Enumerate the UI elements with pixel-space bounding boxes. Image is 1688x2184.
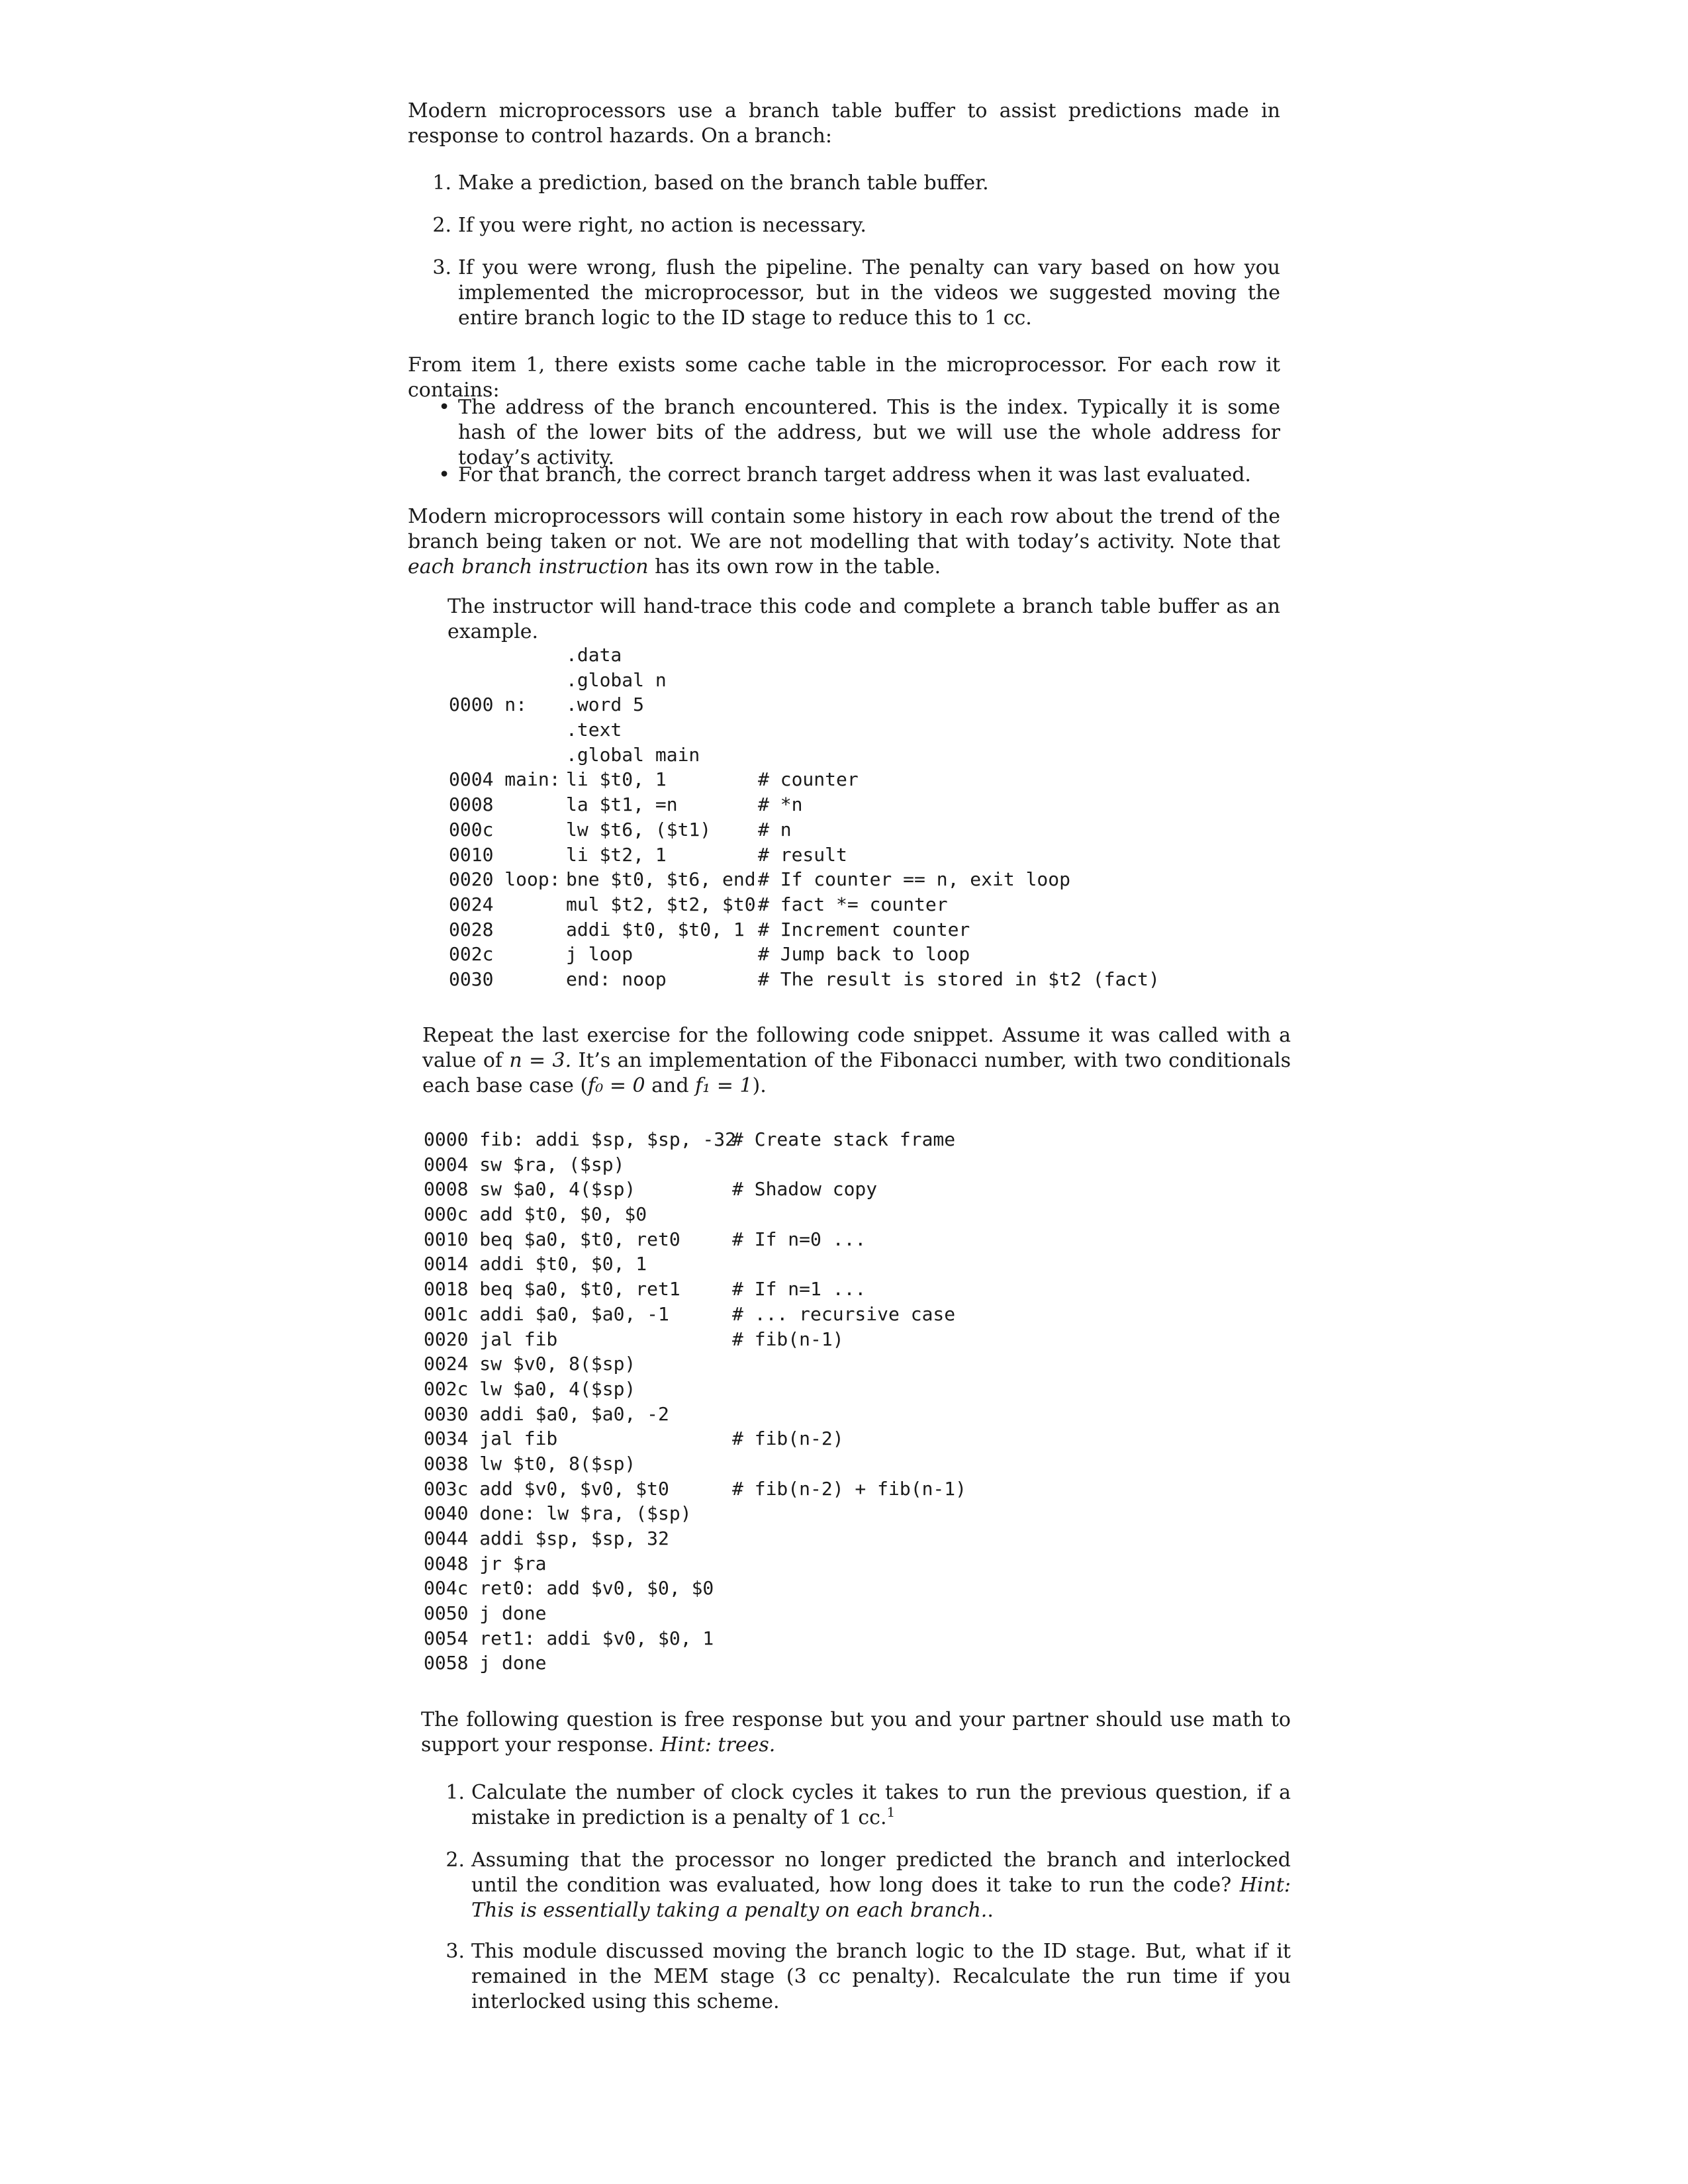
code-line (424, 1351, 966, 1377)
code-line (449, 767, 1160, 792)
code-comment: # counter (758, 768, 859, 791)
code-instruction: .global n (566, 668, 667, 691)
fib-text-a: Repeat the last exercise for the following code snippet. Assume it was called with a value of (422, 1024, 1291, 1072)
bullet-text: For that branch, the correct branch target address when it was last evaluated. (458, 463, 1251, 486)
code-instruction: 0050 j done (424, 1602, 547, 1625)
code-address: 0024 (449, 893, 494, 915)
fib-text-d: ). (752, 1074, 767, 1097)
code-instruction: 0000 fib: addi $sp, $sp, -32 (424, 1128, 737, 1150)
code-instruction: 0010 beq $a0, $t0, ret0 (424, 1228, 680, 1250)
code-line (449, 917, 1160, 942)
code-comment: # result (758, 843, 847, 866)
code-comment: # *n (758, 794, 803, 816)
code-line (424, 1551, 966, 1576)
history-text-b: has its own row in the table. (648, 555, 941, 578)
code-line (424, 1177, 966, 1202)
code-line (424, 1152, 966, 1177)
code-comment: # If n=1 ... (732, 1278, 867, 1300)
list-number: 3. (432, 256, 451, 279)
fib-text-b: It’s an implementation of the Fibonacci number, with two conditionals each base case ( (422, 1049, 1291, 1097)
code-comment: # n (758, 818, 792, 841)
code-line (424, 1651, 966, 1676)
code-comment: # fib(n-1) (732, 1328, 844, 1350)
code-instruction: li $t0, 1 (566, 768, 667, 791)
code-instruction: 0024 sw $v0, 8($sp) (424, 1353, 636, 1375)
list-item-text: If you were wrong, flush the pipeline. The penalty can vary based on how you implemented the microprocessor, but in the videos we suggested moving the entire branch logic to the ID stage to reduce this to 1 cc. (458, 256, 1280, 330)
code-instruction: la $t1, =n (566, 794, 678, 816)
code-comment: # If counter == n, exit loop (758, 868, 1071, 891)
code-address: 0020 loop: (449, 868, 561, 891)
code-line (424, 1626, 966, 1651)
bullet-item (438, 395, 1280, 471)
code-address: 000c (449, 818, 494, 841)
code-address: 0010 (449, 843, 494, 866)
bullet-icon: • (438, 463, 450, 486)
fibonacci-paragraph (422, 1023, 1291, 1099)
code-line (424, 1526, 966, 1551)
code-line (424, 1327, 966, 1352)
code-instruction: 001c addi $a0, $a0, -1 (424, 1302, 669, 1325)
question-text: Calculate the number of clock cycles it takes to run the previous question, if a mistake in prediction is a penalty of 1 cc. (471, 1781, 1291, 1829)
factorial-code-block (449, 643, 1160, 992)
list-item (445, 1939, 1291, 2015)
question-text: Assuming that the processor no longer predicted the branch and interlocked until the condition was evaluated, how long does it take to run the code? (471, 1848, 1291, 1897)
list-item (432, 171, 1280, 196)
code-line (424, 1202, 966, 1227)
code-comment: # Shadow copy (732, 1178, 878, 1201)
list-number: 3. (445, 1940, 465, 1963)
code-instruction: .text (566, 719, 622, 741)
code-instruction: 000c add $t0, $0, $0 (424, 1203, 647, 1226)
code-instruction: 0014 addi $t0, $0, 1 (424, 1253, 647, 1275)
list-number: 2. (445, 1848, 465, 1872)
code-instruction: 0030 addi $a0, $a0, -2 (424, 1402, 669, 1425)
list-item (432, 255, 1280, 331)
list-number: 1. (445, 1781, 465, 1804)
free-response-paragraph (421, 1707, 1291, 1758)
code-address: 002c (449, 943, 494, 966)
list-item (445, 1780, 1291, 1831)
code-line (449, 842, 1160, 868)
code-line (449, 817, 1160, 842)
code-instruction: 0020 jal fib (424, 1328, 558, 1350)
code-comment: # Create stack frame (732, 1128, 956, 1150)
code-instruction: lw $t6, ($t1) (566, 818, 712, 841)
list-number: 1. (432, 171, 451, 195)
code-line (449, 692, 1160, 717)
code-instruction: addi $t0, $t0, 1 (566, 918, 745, 940)
code-comment: # The result is stored in $t2 (fact) (758, 968, 1160, 990)
code-line (424, 1601, 966, 1626)
code-address: 0028 (449, 918, 494, 940)
code-line (424, 1576, 966, 1601)
code-address: 0008 (449, 794, 494, 816)
free-response-hint: Hint: trees. (660, 1733, 776, 1756)
code-line (424, 1277, 966, 1302)
code-line (449, 743, 1160, 768)
code-comment: # fib(n-2) (732, 1428, 844, 1450)
bullet-item (438, 463, 1280, 488)
code-instruction: 004c ret0: add $v0, $0, $0 (424, 1577, 714, 1600)
bullet-icon: • (438, 396, 450, 419)
code-line (449, 643, 1160, 668)
code-line (424, 1127, 966, 1152)
code-instruction: 0018 beq $a0, $t0, ret1 (424, 1278, 680, 1300)
code-comment: # fib(n-2) + fib(n-1) (732, 1477, 967, 1500)
question-hint: Hint: This is essentially taking a penalty on each branch. (471, 1874, 1291, 1922)
history-emphasis: each branch instruction (408, 555, 649, 578)
instructor-paragraph: The instructor will hand-trace this code and complete a branch table buffer as an example. (447, 595, 1280, 643)
code-instruction: 0038 lw $t0, 8($sp) (424, 1452, 636, 1475)
code-instruction: .global main (566, 743, 700, 766)
code-line (449, 668, 1160, 693)
code-line (449, 792, 1160, 817)
code-line (424, 1227, 966, 1252)
code-instruction: 0034 jal fib (424, 1428, 558, 1450)
code-comment: # Jump back to loop (758, 943, 970, 966)
fib-n-value: n = 3. (509, 1049, 572, 1072)
code-comment: # Increment counter (758, 918, 970, 940)
code-line (449, 717, 1160, 743)
code-line (449, 892, 1160, 917)
code-address: 0004 main: (449, 768, 561, 791)
code-line (424, 1426, 966, 1451)
code-line (424, 1377, 966, 1402)
code-line (449, 867, 1160, 892)
fibonacci-code-block (424, 1127, 966, 1676)
free-response-text: The following question is free response but you and your partner should use math to support your response. (421, 1708, 1291, 1756)
code-comment: # If n=0 ... (732, 1228, 867, 1250)
code-instruction: 002c lw $a0, 4($sp) (424, 1377, 636, 1400)
code-line (424, 1501, 966, 1526)
code-instruction: mul $t2, $t2, $t0 (566, 893, 756, 915)
code-address: 0000 n: (449, 694, 528, 716)
code-instruction: 003c add $v0, $v0, $t0 (424, 1477, 669, 1500)
code-line (449, 942, 1160, 967)
code-instruction: 0054 ret1: addi $v0, $0, 1 (424, 1627, 714, 1649)
code-comment: # fact *= counter (758, 893, 948, 915)
code-instruction: 0040 done: lw $ra, ($sp) (424, 1502, 692, 1525)
list-item-text: Make a prediction, based on the branch table buffer. (458, 171, 989, 195)
code-instruction: .data (566, 644, 622, 666)
code-instruction: bne $t0, $t6, end (566, 868, 756, 891)
code-instruction: 0058 j done (424, 1652, 547, 1674)
code-line (424, 1251, 966, 1277)
list-item (445, 1848, 1291, 1923)
code-line (424, 1402, 966, 1427)
code-line (424, 1477, 966, 1502)
question-text-end: . (987, 1899, 994, 1922)
code-line (449, 967, 1160, 992)
code-instruction: end: noop (566, 968, 667, 990)
cache-table-paragraph: From item 1, there exists some cache table in the microprocessor. For each row it contains: (408, 353, 1280, 402)
code-address: 0030 (449, 968, 494, 990)
intro-paragraph: Modern microprocessors use a branch table buffer to assist predictions made in response to control hazards. On a branch: (408, 99, 1280, 148)
history-text-a: Modern microprocessors will contain some history in each row about the trend of the branch being taken or not. We are not modelling that with today’s activity. Note that (408, 505, 1280, 553)
bullet-text: The address of the branch encountered. This is the index. Typically it is some hash of the lower bits of the address, but we will use the whole address for today’s activity. (458, 396, 1280, 469)
code-instruction: 0008 sw $a0, 4($sp) (424, 1178, 636, 1201)
fib-text-c: and (645, 1074, 696, 1097)
list-item-text: If you were right, no action is necessary. (458, 214, 867, 237)
code-instruction: j loop (566, 943, 633, 966)
code-instruction: 0044 addi $sp, $sp, 32 (424, 1527, 669, 1549)
history-paragraph (408, 504, 1280, 580)
code-instruction: .word 5 (566, 694, 645, 716)
list-number: 2. (432, 214, 451, 237)
fib-f0: f₀ = 0 (588, 1074, 645, 1097)
question-text: This module discussed moving the branch logic to the ID stage. But, what if it remained in the MEM stage (3 cc penalty). Recalculate the run time if you interlocked using this scheme. (471, 1940, 1291, 2013)
code-instruction: 0004 sw $ra, ($sp) (424, 1153, 625, 1175)
code-line (424, 1302, 966, 1327)
code-instruction: li $t2, 1 (566, 843, 667, 866)
code-comment: # ... recursive case (732, 1302, 956, 1325)
code-instruction: 0048 jr $ra (424, 1552, 547, 1574)
list-item (432, 213, 1280, 238)
footnote-marker: 1 (886, 1804, 896, 1820)
fib-f1: f₁ = 1 (695, 1074, 753, 1097)
code-line (424, 1451, 966, 1477)
